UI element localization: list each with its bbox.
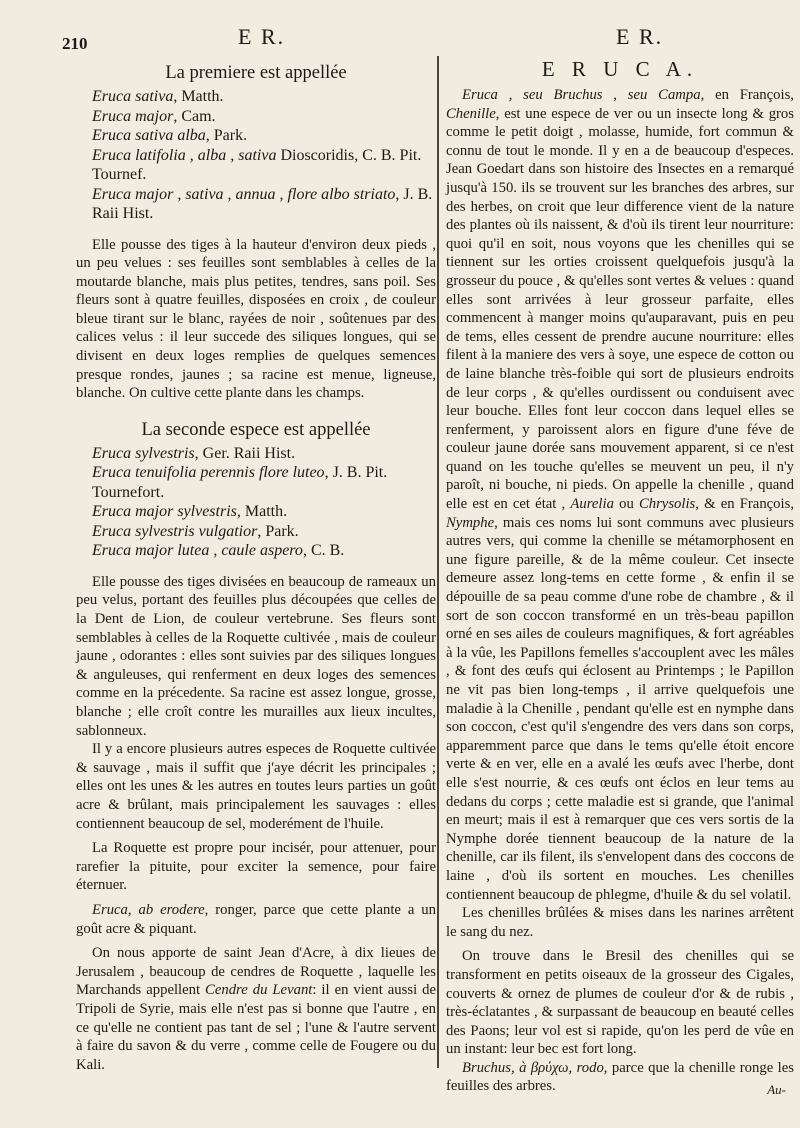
paragraph-caterpillar: Eruca , seu Bruchus , seu Campa, en François, Chenille, est une espece de ver ou un insecte long & gros comme le petit doigt , molasse, humide, fort commun & connu de tout le monde. Il y en a de beaucoup d'especes. Jean Goedart dans son histoire des Insectes en a remarqué jusqu'à 150. ils se trouvent sur les branches des arbres, sur des herbes, on croit que leur difference vient de la nature des plantes où ils naissent, & d'où ils tirent leur nourriture: quoi qu'il en soit, nous voyons que les chenilles qui se tiennent sur les orties croissent quelquefois jusqu'à la grosseur du pouce , & qu'elles sont vertes & velues : quand elles sont arrivées à leur grosseur parfaite, elles commencent à manger moins qu'auparavant, puis en peu de tems, elles cessent de prendre aucune nourriture: elles filent à la maniere des vers à soye, une espece de cotton ou de laine blanche très-foible qui sort de plusieurs endroits de leur corps , & qu'elles ourdissent ou conduisent avec leur bouche. Elles font leur coccon dans lequel elles se renferment, y paroissent alors en figure d'une féve de couleur jaune dorée sans mouvement apparent, si ce n'est quand on les touche qu'elles se meuvent un peu, il n'y paroît, ni bouche, ni pieds. On appelle la chenille , quand elle est en cet état , Aurelia ou Chrysolis, & en François, Nymphe, mais ces noms lui sont communs avec plusieurs autres vers, qui comme la chenille se métamorphosent en une figure pareille, & de la même couleur. Cet insecte demeure assez long-tems en cette forme , & enfin il se dépouille de sa peau comme d'une robe de chambre , & il sort de son coccon transformé en un très-beau papillon orné en ses ailes de couleurs magnifiques, & fort agréables à la vûe, les Papillons femelles s'accouplent avec les mâles , & font des œufs qui éclosent au Printemps ; le Papillon ne vit pas bien long-temps , il arrive quelquefois une maladie à la Chenille , pendant qu'elle est en nymphe dans son coccon, c'est qu'il s'engendre des vers dans son corps, apparemment parce que dans le tems qu'elle étoit encore verte & en ver, elle en a avalé les œufs avec l'herbe, dont elle s'est nourrie, & ces œufs ont éclos en leur tems au dedans du corps ; cette maladie est si grande, que l'animal en meurt; mais il est à remarquer que ces vers sortis de la Nymphe dorée tiennent beaucoup de la nature de la chenille, car ils filent, ils s'envelopent dans des coccons de laine , d'où ils sortent en mouches. Les chenilles contiennent beaucoup de phlegme, d'huile & du sel volatil. (446, 87, 794, 903)
heading-eruca: E R U C A. (541, 57, 699, 81)
paragraph-brazil: On trouve dans le Bresil des chenilles qui se transforment en petits oiseaux de la grosseur des Cigales, couverts & ornez de plumes de couleur d'or & de rubis , très-éclatantes , & surpassant de beaucoup en beauté celles des Paons; leur vol est si rapide, qu'on les perd de vûe en un instant: leur bec est fort long. (446, 948, 794, 1058)
paragraph-etymology: Eruca, ab erodere, ronger, parce que cette plante a un goût acre & piquant. (76, 901, 436, 937)
synonym-line: Eruca major , sativa , annua , flore albo striato, J. B. Raii Hist. (92, 185, 433, 222)
synonym-line: Eruca tenuifolia perennis flore luteo, J. B. Pit. Tournefort. (92, 464, 388, 501)
catchword: Au- (767, 1082, 786, 1097)
synonym-line: Eruca major lutea , caule aspero, C. B. (92, 542, 345, 560)
page-number: 210 (62, 34, 88, 53)
paragraph-nosebleed: Les chenilles brûlées & mises dans les narines arrêtent le sang du nez. (446, 905, 794, 940)
synonym-list-1 (76, 87, 436, 224)
synonym-line: Eruca major sylvestris, Matth. (92, 503, 288, 521)
column-divider (437, 56, 439, 1068)
synonym-line: Eruca sativa, Matth. (92, 88, 224, 105)
synonym-line: Eruca sativa alba, Park. (92, 127, 248, 144)
paragraph-virtues: La Roquette est propre pour incisér, pour attenuer, pour rarefier la pituite, pour exciter la semence, pour faire éternuer. (76, 840, 436, 894)
paragraph-bruchus: Bruchus, à βρύχω, rodo, parce que la chenille ronge les feuilles des arbres. (446, 1059, 794, 1095)
running-head-right: E R. (616, 24, 664, 49)
synonym-list-2 (76, 444, 436, 561)
paragraph-other-species: Il y a encore plusieurs autres especes de Roquette cultivée & sauvage , mais il suffit que j'aye décrit les principales ; elles ont les unes & les autres en toutes leurs parties un goût acre & brûlant, mais principalement les sauvages : elles contiennent beaucoup de sel, moderément de l'huile. (76, 741, 436, 832)
synonym-line: Eruca sylvestris vulgatior, Park. (92, 522, 299, 540)
paragraph-levant-ash: On nous apporte de saint Jean d'Acre, à dix lieues de Jerusalem , beaucoup de cendres de Roquette , laquelle les Marchands appellent Cendre du Levant: il en vient aussi de Tripoli de Syrie, mais elle n'est pas si bonne que l'autre , en ce qu'elle ne contient pas tant de sel ; l'une & l'autre servent à faire du savon & du verre , comme celle de Fougere ou du Kali. (76, 945, 436, 1073)
heading-first-species: La premiere est appellée (165, 63, 347, 83)
paragraph-description-1: Elle pousse des tiges à la hauteur d'environ deux pieds , un peu velues : ses feuilles sont semblables à celles de la moutarde blanche, mais plus petites, tendres, sans poil. Ses fleurs sont à quatre feuilles, disposées en croix , de couleur bleue tirant sur le blanc, rayées de noir , soûtenues par des calices velus : il leur succede des siliques longues, qui se divisent en deux loges remplies de quelques semences presque rondes, jaunes ; sa racine est menue, ligneuse, blanche. On cultive cette plante dans les champs. (76, 236, 436, 402)
paragraph-description-2: Elle pousse des tiges divisées en beaucoup de rameaux un peu velus, portant des feuilles plus découpées que celles de la Dent de Lion, de couleur vertebrune. Ses fleurs sont semblables à celles de la Roquette cultivée , mais de couleur jaune , odorantes : elles sont suivies par des siliques longues & anguleuses, qui renferment en deux loges des semences comme en la précedente. Sa racine est assez longue, grosse, blanche ; elle croît contre les murailles aux lieux incultes, sablonneux. (76, 573, 436, 739)
synonym-line: Eruca latifolia , alba , sativa Dioscoridis, C. B. Pit. Tournef. (92, 146, 422, 183)
heading-second-species: La seconde espece est appellée (141, 419, 371, 440)
synonym-line: Eruca major, Cam. (92, 107, 216, 125)
left-column (76, 58, 436, 1074)
synonym-line: Eruca sylvestris, Ger. Raii Hist. (92, 444, 296, 462)
running-head-left: E R. (238, 24, 286, 49)
right-column (446, 58, 794, 1096)
